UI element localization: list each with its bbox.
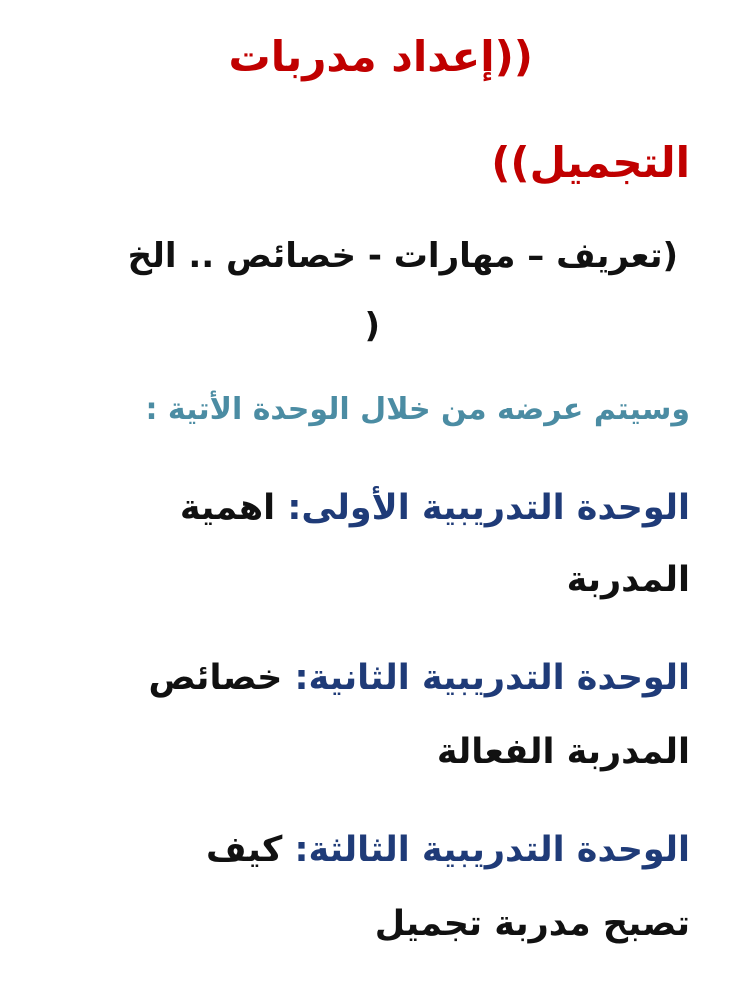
unit-3-text-line-2: تصبح مدربة تجميل — [374, 904, 690, 944]
subtitle-line-2: ) — [364, 306, 380, 346]
title-line-2: التجميل)) — [491, 138, 690, 187]
unit-2-label: الوحدة التدريبية الثانية — [308, 658, 690, 698]
unit-1-text-line-2: المدربة — [566, 560, 690, 600]
unit-3-heading — [206, 830, 690, 870]
unit-1-label: الوحدة التدريبية الأولى — [301, 488, 690, 528]
unit-2-heading — [149, 658, 690, 698]
unit-2-colon: : — [294, 658, 309, 698]
unit-1-text: اهمية — [179, 488, 276, 528]
unit-2-text: خصائص — [148, 658, 283, 698]
unit-2-text-line-2: المدربة الفعالة — [436, 732, 690, 772]
title-line-1: ((إعداد مدربات — [228, 32, 533, 81]
unit-3-text: كيف — [205, 830, 283, 870]
unit-1-colon: : — [287, 488, 302, 528]
unit-1-heading — [180, 488, 690, 528]
intro-text: وسيتم عرضه من خلال الوحدة الأتية : — [145, 392, 690, 427]
unit-3-colon: : — [294, 830, 309, 870]
subtitle-line-1: (تعريف – مهارات - خصائص .. الخ — [127, 236, 678, 276]
unit-3-label: الوحدة التدريبية الثالثة — [308, 830, 690, 870]
